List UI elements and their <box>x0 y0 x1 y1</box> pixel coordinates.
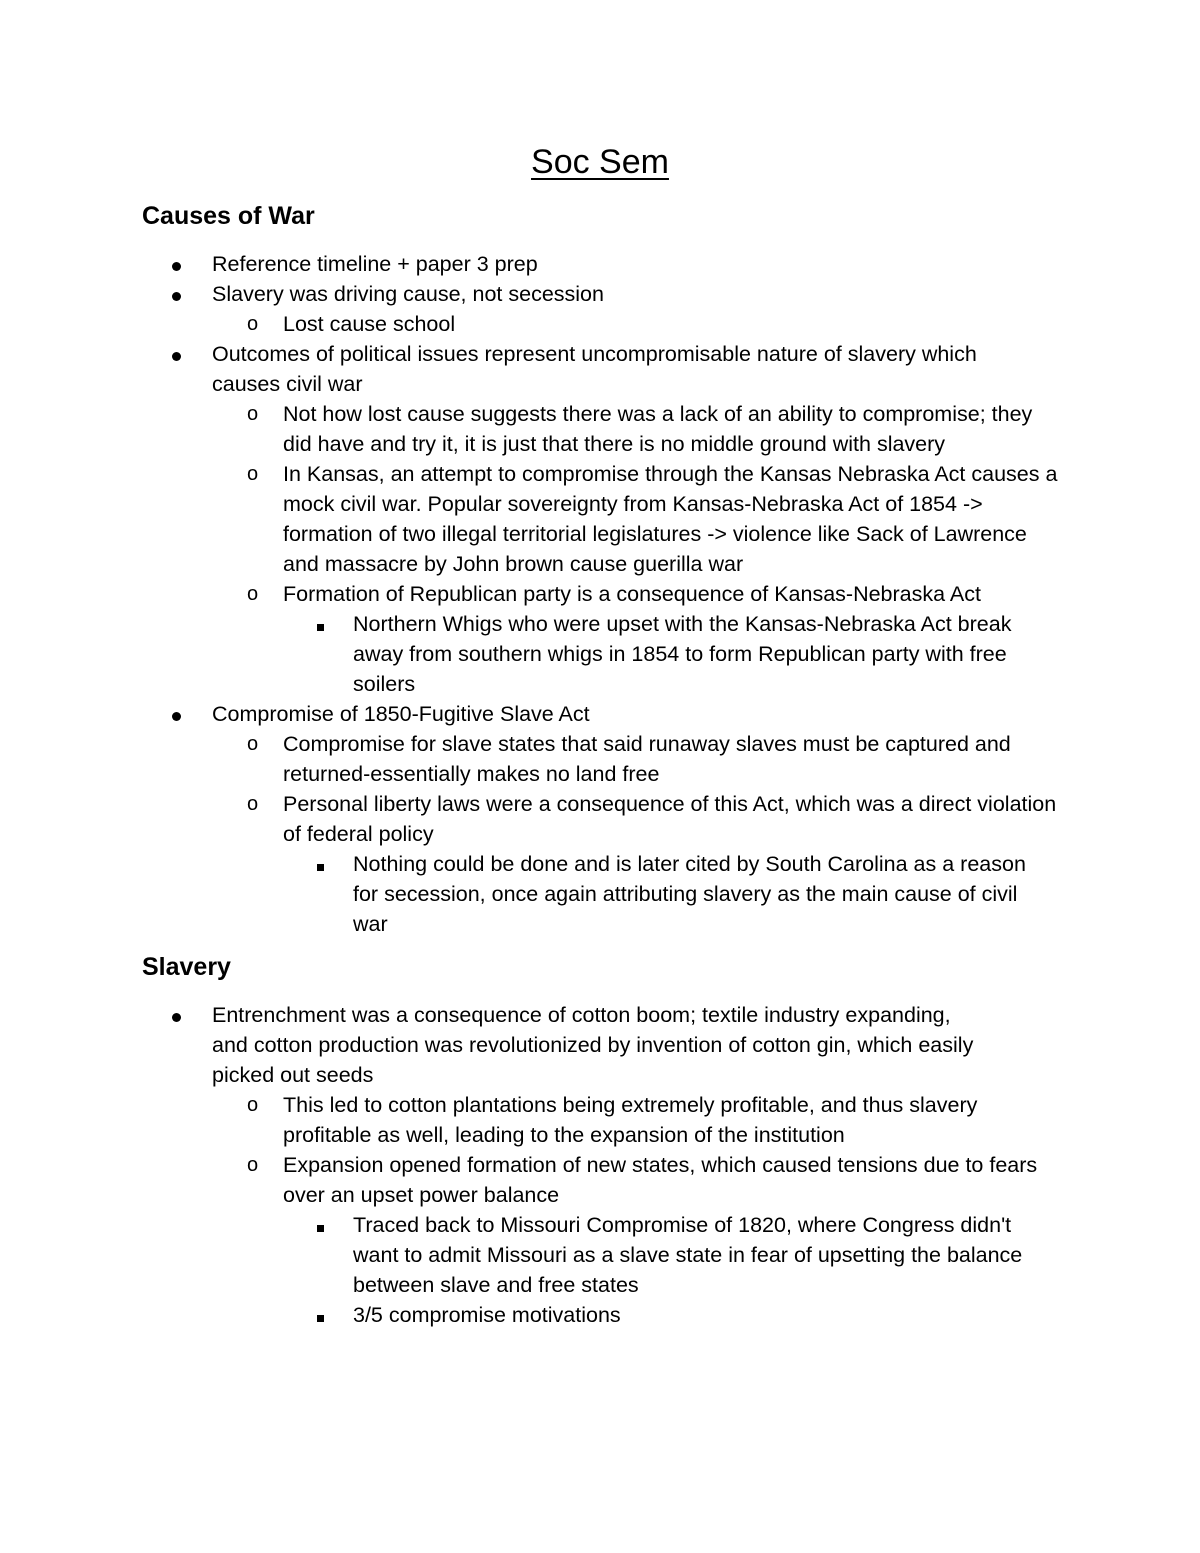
list-item-text: Entrenchment was a consequence of cotton boom; textile industry expanding, and cotton production was revolutionized by invention of cotton gin, which easily picked out seeds <box>212 1003 974 1087</box>
section-list-slavery <box>0 1000 1200 1330</box>
list-item-text: Expansion opened formation of new states, which caused tensions due to fears over an upset power balance <box>283 1153 1038 1207</box>
list-item <box>0 399 1200 459</box>
list-item <box>0 1300 1200 1330</box>
bullet-circle-icon: o <box>247 313 259 335</box>
bullet-disc-icon <box>172 352 181 361</box>
list-item-text: Not how lost cause suggests there was a lack of an ability to compromise; they did have and try it, it is just that there is no middle ground with slavery <box>283 402 1033 456</box>
bullet-square-icon <box>317 624 324 631</box>
list-item <box>0 699 1200 729</box>
list-item <box>0 789 1200 849</box>
list-item-text: This led to cotton plantations being extremely profitable, and thus slavery profitable as well, leading to the expansion of the institution <box>283 1093 978 1147</box>
list-item <box>0 609 1200 699</box>
bullet-square-icon <box>317 849 324 879</box>
bullet-square-icon <box>317 1315 324 1322</box>
bullet-disc-icon <box>172 262 181 271</box>
bullet-circle-icon: o <box>247 1154 259 1176</box>
list-item <box>0 1000 1200 1090</box>
list-item-text: Slavery was driving cause, not secession <box>212 282 604 306</box>
list-item-text: Personal liberty laws were a consequence of this Act, which was a direct violation of federal policy <box>283 792 1057 846</box>
list-item-text: Nothing could be done and is later cited by South Carolina as a reason for secession, once again attributing slavery as the main cause of civil war <box>353 852 1026 936</box>
bullet-square-icon <box>317 1210 324 1240</box>
bullet-circle-icon: o <box>247 1094 259 1116</box>
list-item <box>0 459 1200 579</box>
list-item-text: Formation of Republican party is a consequence of Kansas-Nebraska Act <box>283 582 981 606</box>
list-item-text: Lost cause school <box>283 312 456 336</box>
bullet-circle-icon: o <box>247 583 259 605</box>
list-item <box>0 579 1200 609</box>
bullet-disc-icon <box>172 339 181 369</box>
list-item <box>0 249 1200 279</box>
list-item-text: Compromise of 1850-Fugitive Slave Act <box>212 702 590 726</box>
bullet-square-icon <box>317 609 324 639</box>
list-item-text: Traced back to Missouri Compromise of 1820, where Congress didn't want to admit Missouri as a slave state in fear of upsetting the balance between slave and free states <box>353 1213 1023 1297</box>
list-item-text: Reference timeline + paper 3 prep <box>212 252 538 276</box>
list-item-text: Compromise for slave states that said runaway slaves must be captured and returned-essentially makes no land free <box>283 732 1011 786</box>
list-item-text: In Kansas, an attempt to compromise through the Kansas Nebraska Act causes a mock civil war. Popular sovereignty from Kansas-Nebraska Act of 1854 -> formation of two illegal territorial legislatures -> violence like Sack of Lawrence and massacre by John brown cause guerilla war <box>283 462 1058 576</box>
list-item <box>0 1150 1200 1210</box>
list-item <box>0 339 1200 399</box>
list-item <box>0 279 1200 309</box>
title-text: Soc Sem <box>531 143 669 181</box>
bullet-disc-icon <box>172 249 181 279</box>
bullet-circle-icon: o <box>247 733 259 755</box>
bullet-square-icon <box>317 1300 324 1330</box>
section-heading-slavery: Slavery <box>142 953 231 981</box>
list-item <box>0 1090 1200 1150</box>
list-item <box>0 849 1200 939</box>
bullet-disc-icon <box>172 712 181 721</box>
list-item <box>0 309 1200 339</box>
list-item-text: Outcomes of political issues represent uncompromisable nature of slavery which causes civil war <box>212 342 977 396</box>
section-list-causes-of-war <box>0 249 1200 939</box>
bullet-disc-icon <box>172 1000 181 1030</box>
bullet-circle-icon: o <box>247 463 259 485</box>
bullet-disc-icon <box>172 1013 181 1022</box>
list-item <box>0 1210 1200 1300</box>
bullet-circle-icon: o <box>247 403 259 425</box>
bullet-disc-icon <box>172 279 181 309</box>
bullet-disc-icon <box>172 292 181 301</box>
list-item-text: 3/5 compromise motivations <box>353 1303 621 1327</box>
bullet-circle-icon: o <box>247 793 259 815</box>
bullet-square-icon <box>317 1225 324 1232</box>
list-item <box>0 729 1200 789</box>
section-heading-causes-of-war: Causes of War <box>142 202 315 230</box>
list-item-text: Northern Whigs who were upset with the Kansas-Nebraska Act break away from southern whigs in 1854 to form Republican party with free soilers <box>353 612 1012 696</box>
bullet-square-icon <box>317 864 324 871</box>
bullet-disc-icon <box>172 699 181 729</box>
page-title <box>0 140 1200 184</box>
